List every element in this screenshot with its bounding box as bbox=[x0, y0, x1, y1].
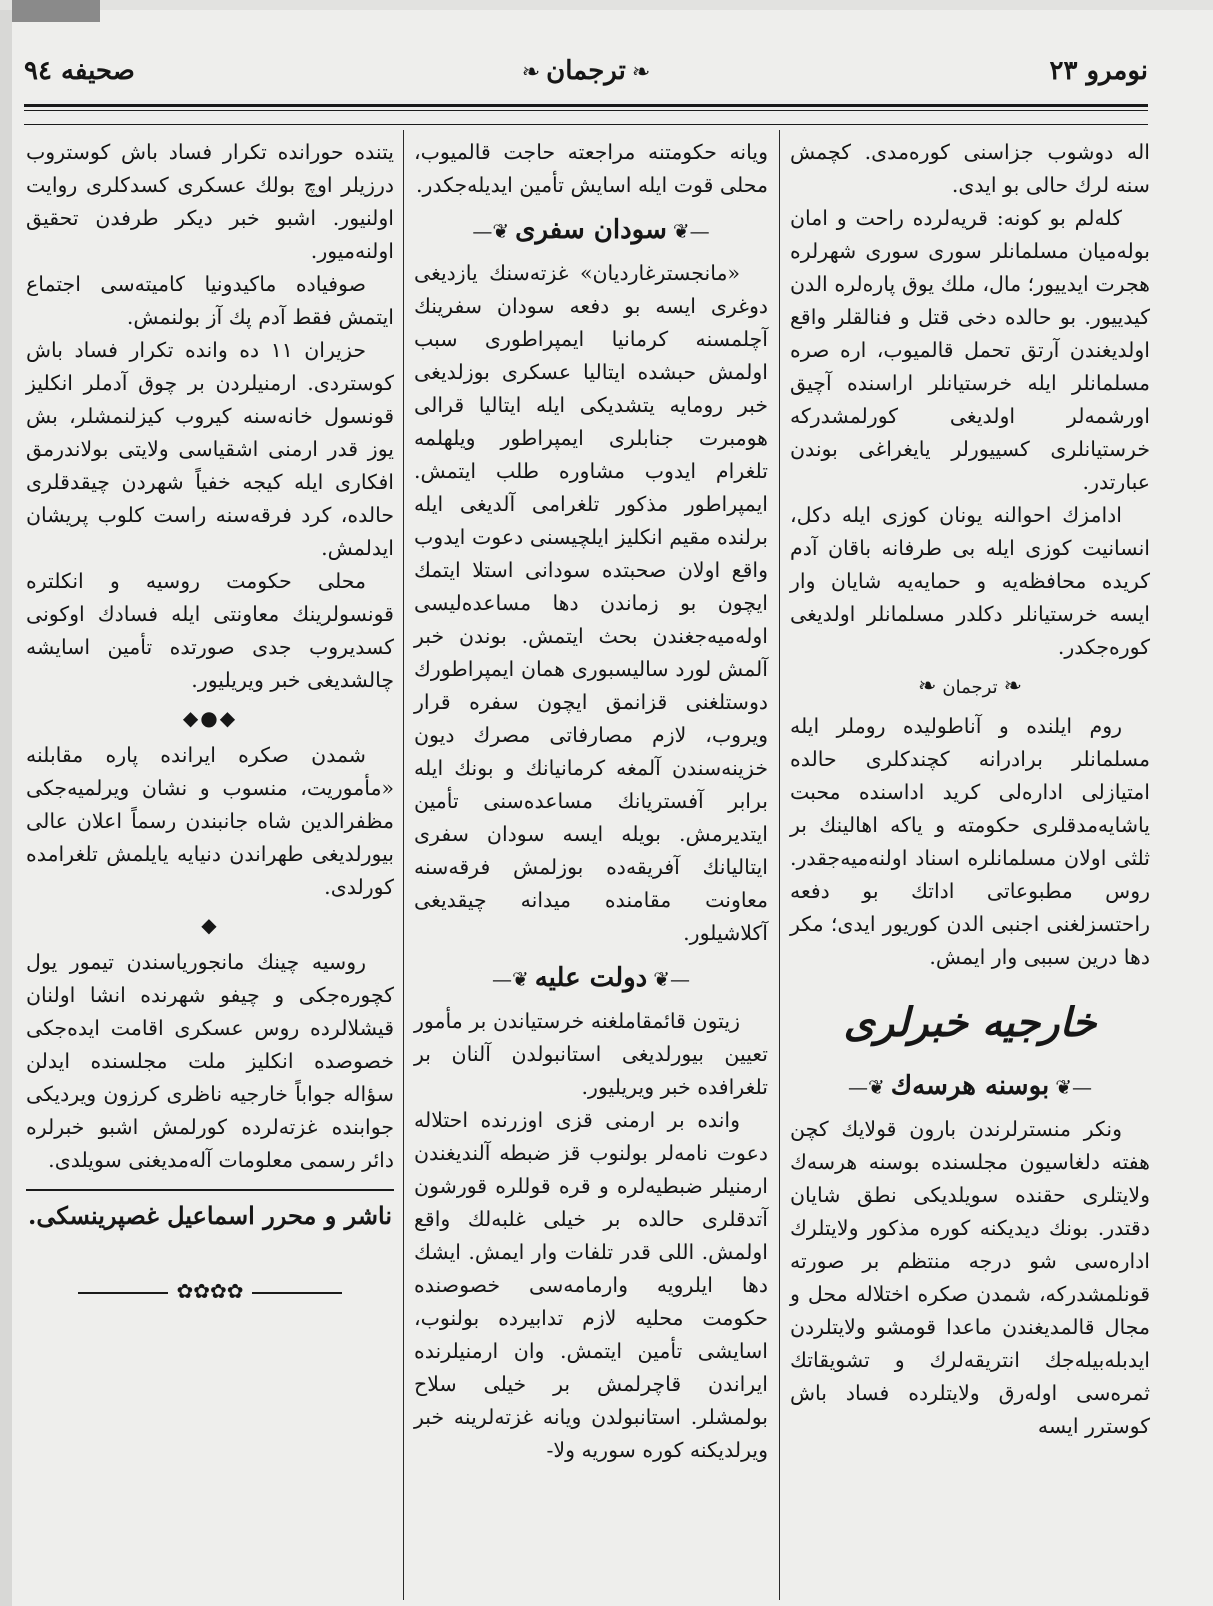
section-heading bbox=[414, 956, 768, 1001]
paragraph: كلەلم بو كونه: قريەلردە راحت و امان بولەميان مسلمانلر سورى سورى شهرلرە هجرت ايدييور؛ مال، ملك يوق پارەلرە الدن كيدييور. بو حالدە دخى قتل و فنالقلر واقع اولديغندن آرتق تحمل قالميوب، ارە صرە مسلمانلر ايله خرستيانلر اراسندە آچيق اورشمەلر اولديغى كورلمشدركە خرستيانلرى كسييورلر يايغراغى بوندن عبارتدر. bbox=[790, 206, 1150, 494]
paragraph: واندە بر ارمنى قزى اوزرندە احتلاله دعوت نامەلر بولنوب قز ضبطه آلنديغندن ارمنيلر ضبطيەلرە و قرە قوللرە قورشون آتدقلرى حالدە بر خيلى غلبەلك واقع اولمش. اللى قدر تلفات وار ايمش. ايشك دها ايلرويه وارمامەسى خصوصندە حكومت محليه لازم تدابيردە بولنوب، اسايشى تأمين ايتمش. وان ارمنيلرندە ايراندن قاچرلمش بر خيلى سلاح بولمشلر. استانبولدن ويانه غزتەلرينه خبر ويرلديكنه كورە سوريه ولا- bbox=[414, 1108, 768, 1462]
separator-ornament-icon: ◆ bbox=[201, 913, 219, 937]
section-heading-text: بوسنه هرسەك bbox=[890, 1071, 1050, 1101]
paragraph: روسيه چينك مانجورياسندن تيمور يول كچورەجكى و چيفو شهرندە انشا اولنان قيشلالردە روس عسكرى اقامت ايدەجكى خصوصدە انكليز ملت مجلسندە ايدلن سؤاله جواباً خارجيه ناظرى كرزون ويرديكى جوابندە غزتەلردە كورلمش اشبو خبرلرە دائر رسمى معلومات آلەمديغنى سويلدى. bbox=[26, 950, 394, 1172]
ornament-icon: ❦— bbox=[491, 967, 529, 991]
paragraph: روم ايلندە و آناطوليدە روملر ايله مسلمانلر برادرانه كچندكلرى حالدە امتيازلى ادارەلى كريد اداسندە محبت ياشايەمدقلرى حكومته و ياكه اهالينك بر ثلثى اولان مسلمانلرە اسناد اولنەميەجقدر. روس مطبوعاتى اداتك بو دفعه راحتسزلغنى اجنبى الدن كوريور ايدى؛ مكر دها درين سببى وار ايمش. bbox=[790, 714, 1150, 969]
footer-rule bbox=[78, 1292, 168, 1294]
section-heading-text: دولت عليه bbox=[534, 963, 648, 993]
publisher-credit: ناشر و محرر اسماعيل غصپرينسكى. bbox=[27, 1201, 393, 1230]
ornament-icon: ❦— bbox=[472, 219, 510, 243]
publisher-rule bbox=[26, 1189, 394, 1191]
ornament-icon: —❦ bbox=[653, 967, 691, 991]
section-title-foreign-news: خارجيە خبرلرى bbox=[843, 999, 1097, 1046]
title-ornament-icon: ❧ bbox=[521, 60, 541, 85]
paragraph: ونكر منسترلرندن بارون قولايك كچن هفته دلغاسيون مجلسندە بوسنه هرسەك ولايتلرى حقندە سويلديكى نطق شايان دقتدر. بونك ديديكنه كورە مذكور ولايتلرك ادارەسى شو درجه منتظم بر صورتە قونلمشدركه، شمدن صكرە اختلاله محل و مجال قالمديغندن ماعدا قومشو ولايتلردن ايدبلەبيلەجك انتريقەلرك و تشويقاتك ثمرەسى اولەرق ولايتلردە فساد باش كوسترر ايسه bbox=[790, 1117, 1150, 1438]
newspaper-title-block bbox=[516, 56, 657, 86]
section-heading bbox=[790, 1064, 1150, 1109]
column-left bbox=[26, 136, 394, 1576]
ornament-icon: —❦ bbox=[672, 219, 710, 243]
newspaper-title: ترجمان bbox=[546, 56, 626, 86]
paragraph: يتندە حوراندە تكرار فساد باش كوستروب درزيلر اوچ بولك عسكرى كسدكلرى روايت اولنيور. اشبو خبر ديكر طرفدن تحقيق اولنەميور. bbox=[26, 140, 394, 263]
page-header bbox=[24, 50, 1148, 98]
ornament-icon: ❦— bbox=[847, 1075, 885, 1099]
title-ornament-icon: ❧ bbox=[631, 60, 651, 85]
header-rule-thin bbox=[24, 110, 1148, 111]
footer-rule bbox=[252, 1292, 342, 1294]
flower-ornament-icon: ✿✿✿✿ bbox=[176, 1279, 244, 1303]
paragraph: حزيران ١١ دە واندە تكرار فساد باش كوستردى. ارمنيلردن بر چوق آدملر انكليز قونسول خانەسنه كيروب كيزلنمشلر، بش يوز قدر ارمنى اشقياسى ولايتى بولاندرمق افكارى ايله كيجه خفياً شهردن چيقدقلرى حالدە، كرد فرقەسنه راست كلوب پريشان ايدلمش. bbox=[26, 338, 394, 560]
ornament-icon: —❦ bbox=[1055, 1075, 1093, 1099]
separator-ornament-icon: ◆●◆ bbox=[182, 706, 238, 730]
column-divider bbox=[403, 130, 404, 1600]
paragraph: «مانجسترغارديان» غزتەسنك يازديغى دوغرى ايسه بو دفعه سودان سفرينك آچلمسنه كرمانيا ايمپراطورى سبب اولمش حبشدە ايتاليا عسكرى بوزلديغى خبر رومايه يتشديكى ايله ايتاليا قرالى هومبرت جنابلرى ايمپراطور ويلهلمه تلغرام ايدوب مشاورە طلب ايتمش. ايمپراطور مذكور تلغرامى آلديغى ايله برلندە مقيم انكليز ايلچيسنى دعوت ايدوب واقع اولان صحبتدە سودانى استلا ايتمك ايچون بو زماندن دها مساعدەليسى اولەميەجغندن بحث ايتمش. بوندن خبر آلمش لورد ساليسبورى همان ايمپراطورك دوستلغنى قزانمق ايچون سفره قرار ويروب، لازم مصارفاتى مصرك ديون خزينەسندن آلمغه كرمانيانك و بونك ايله برابر آفستريانك مساعدەسنى تأمين ايتديرمش. بويله ايسه سودان سفرى ايتاليانك آفريقەدە بوزلمش فرقەسنه معاونت مقامندە ميدانه چيقديغى آكلاشيلور. bbox=[414, 261, 768, 945]
ornament-icon: ❧ bbox=[1003, 674, 1023, 699]
paragraph: محلى حكومت روسيه و انكلترە قونسولرينك معاونتى ايله فسادك اوكونى كسديروب جدى صورتدە تأمين اسايشه چالشديغى خبر ويريليور. bbox=[26, 569, 394, 692]
paragraph: ويانه حكومتنه مراجعته حاجت قالميوب، محلى قوت ايله اسايش تأمين ايديلەجكدر. bbox=[414, 140, 768, 197]
paragraph: اله دوشوب جزاسنى كورەمدى. كچمش سنه لرك حالى بو ايدى. bbox=[790, 140, 1150, 197]
column-divider bbox=[779, 130, 780, 1600]
section-heading-text: سودان سفرى bbox=[515, 215, 667, 245]
signature: ترجمان bbox=[942, 677, 998, 698]
paragraph: زيتون قائمقاملغنه خرستياندن بر مأمور تعيين بيورلديغى استانبولدن آلنان بر تلغرافدە خبر ويريليور. bbox=[414, 1009, 768, 1099]
footer-ornament bbox=[26, 1275, 394, 1308]
page-edge-left bbox=[0, 0, 12, 1606]
scan-corner-mark bbox=[12, 0, 100, 22]
column-middle bbox=[414, 136, 768, 1576]
column-right bbox=[790, 136, 1150, 1576]
page-number: صحيفه ٩٤ bbox=[24, 56, 135, 86]
signature-line bbox=[790, 670, 1150, 704]
header-rule-bottom bbox=[24, 124, 1148, 125]
paragraph: صوفيادە ماكيدونيا كاميتەسى اجتماع ايتمش فقط آدم پك آز بولنمش. bbox=[26, 272, 394, 329]
header-rule-thick bbox=[24, 104, 1148, 107]
paragraph: شمدن صكرە ايراندە پارە مقابلنه «مأموريت، منسوب و نشان ويرلميەجكى مظفرالدين شاه جانبندن رسماً اعلان عالى بيورلديغى طهراندن دنيايه يايلمش تلغرامدە كورلدى. bbox=[26, 743, 394, 899]
page-edge-top bbox=[0, 0, 1213, 10]
issue-number: نومرو ٢٣ bbox=[1049, 56, 1148, 86]
paragraph: ادامزك احوالنه يونان كوزى ايله دكل، انسانيت كوزى ايله بى طرفانه باقان آدم كريدە محافظەيه و حمايەيه شايان وار ايسه خرستيانلر دكلدر مسلمانلر اولديغى كورەجكدر. bbox=[790, 503, 1150, 659]
ornament-icon: ❧ bbox=[917, 674, 937, 699]
section-heading bbox=[414, 208, 768, 253]
